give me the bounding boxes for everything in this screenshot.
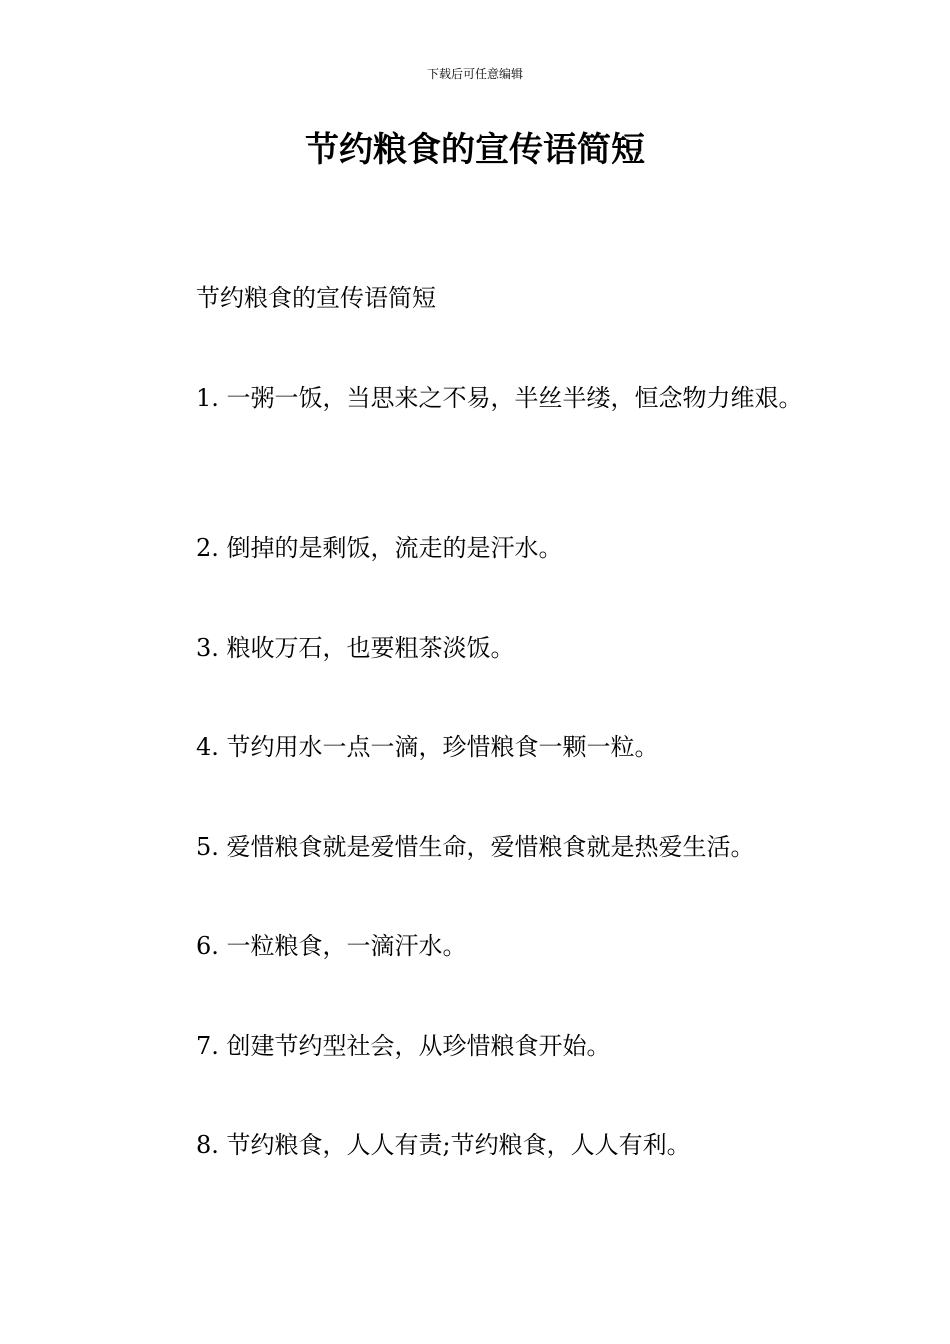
section-subtitle: 节约粮食的宣传语简短 [196, 284, 436, 312]
list-item: 6. 一粒粮食，一滴汗水。 [196, 932, 467, 960]
page-title: 节约粮食的宣传语简短 [305, 130, 645, 170]
list-item: 2. 倒掉的是剩饭，流走的是汗水。 [196, 534, 563, 562]
list-item: 3. 粮收万石，也要粗茶淡饭。 [196, 634, 515, 662]
list-item: 5. 爱惜粮食就是爱惜生命，爱惜粮食就是热爱生活。 [196, 833, 755, 861]
list-item: 7. 创建节约型社会，从珍惜粮食开始。 [196, 1032, 611, 1060]
header-note: 下载后可任意编辑 [426, 67, 523, 81]
list-item: 8. 节约粮食，人人有责;节约粮食，人人有利。 [196, 1131, 691, 1159]
list-item: 4. 节约用水一点一滴，珍惜粮食一颗一粒。 [196, 733, 659, 761]
list-item: 1. 一粥一饭，当思来之不易，半丝半缕，恒念物力维艰。 [196, 384, 803, 412]
